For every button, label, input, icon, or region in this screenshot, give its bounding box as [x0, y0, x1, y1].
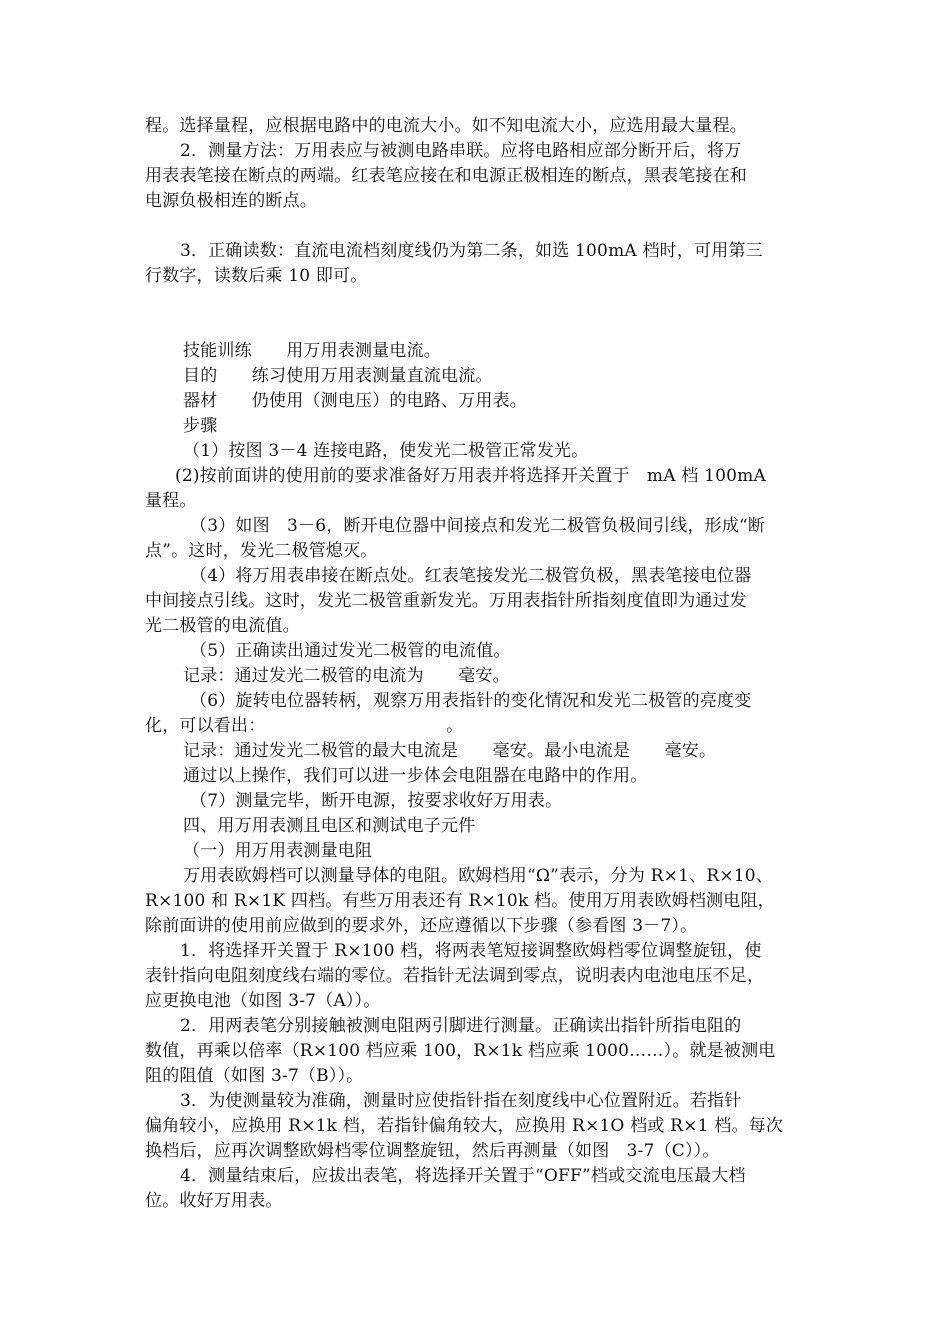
text-line: 除前面讲的使用前应做到的要求外，还应遵循以下步骤（参看图 3－7）。: [145, 916, 698, 936]
text-line: 表针指向电阻刻度线右端的零位。若指针无法调到零点，说明表内电池电压不足，: [145, 966, 765, 986]
text-line: 用表表笔接在断点的两端。红表笔应接在和电源正极相连的断点，黑表笔接在和: [145, 166, 747, 186]
text-line: 技能训练 用万用表测量电流。: [183, 341, 441, 361]
text-line: （7）测量完毕，断开电源，按要求收好万用表。: [190, 791, 563, 811]
text-line: 2．用两表笔分别接触被测电阻两引脚进行测量。正确读出指针所指电阻的: [180, 1016, 742, 1036]
text-line: 3．为使测量较为准确，测量时应使指针指在刻度线中心位置附近。若指针: [180, 1091, 742, 1111]
text-line: 应更换电池（如图 3-7（A））。: [145, 991, 381, 1011]
text-line: 记录：通过发光二极管的最大电流是 毫安。最小电流是 毫安。: [183, 741, 717, 761]
text-line: (2)按前面讲的使用前的要求准备好万用表并将选择开关置于 mA 档 100mA: [175, 466, 766, 486]
text-line: 化，可以看出： 。: [145, 716, 464, 736]
text-line: （4）将万用表串接在断点处。红表笔接发光二极管负极，黑表笔接电位器: [190, 566, 752, 586]
text-line: （3）如图 3－6，断开电位器中间接点和发光二极管负极间引线，形成“断: [190, 516, 766, 536]
text-line: 四、用万用表测且电区和测试电子元件: [183, 816, 476, 836]
text-line: 阻的阻值（如图 3-7（B））。: [145, 1066, 364, 1086]
text-line: R×100 和 R×1K 四档。有些万用表还有 R×10k 档。使用万用表欧姆档测电阻，: [145, 891, 775, 911]
text-line: 记录：通过发光二极管的电流为 毫安。: [183, 666, 510, 686]
text-line: 目的 练习使用万用表测量直流电流。: [183, 366, 493, 386]
text-line: 数值，再乘以倍率（R×100 档应乘 100，R×1k 档应乘 1000……）。就是被测电: [145, 1041, 776, 1061]
text-line: 偏角较小，应换用 R×1k 档，若指针偏角较大，应换用 R×1O 档或 R×1 档。每次: [145, 1116, 784, 1136]
text-line: 光二极管的电流值。: [145, 616, 300, 636]
text-line: 步骤: [183, 416, 218, 436]
text-line: 通过以上操作，我们可以进一步体会电阻器在电路中的作用。: [183, 766, 648, 786]
text-line: 电源负极相连的断点。: [145, 191, 317, 211]
text-line: 量程。: [145, 491, 197, 511]
text-line: 点”。这时，发光二极管熄灭。: [145, 541, 378, 561]
text-line: 2．测量方法：万用表应与被测电路串联。应将电路相应部分断开后，将万: [180, 141, 742, 161]
text-line: 1．将选择开关置于 R×100 档，将两表笔短接调整欧姆档零位调整旋钮，使: [180, 941, 762, 961]
text-line: 器材 仍使用（测电压）的电路、万用表。: [183, 391, 527, 411]
text-line: 3．正确读数：直流电流档刻度线仍为第二条，如选 100mA 档时，可用第三: [180, 241, 763, 261]
text-line: 位。收好万用表。: [145, 1191, 283, 1211]
text-line: （5）正确读出通过发光二极管的电流值。: [190, 641, 511, 661]
text-line: 换档后，应再次调整欧姆档零位调整旋钮，然后再测量（如图 3-7（C））。: [145, 1141, 720, 1161]
text-line: 中间接点引线。这时，发光二极管重新发光。万用表指针所指刻度值即为通过发: [145, 591, 747, 611]
text-line: 4．测量结束后，应拔出表笔，将选择开关置于“OFF”档或交流电压最大档: [180, 1166, 746, 1186]
text-line: （一）用万用表测量电阻: [183, 841, 373, 861]
text-line: （1）按图 3－4 连接电路，使发光二极管正常发光。: [183, 441, 589, 461]
text-line: （6）旋转电位器转柄，观察万用表指针的变化情况和发光二极管的亮度变: [190, 691, 752, 711]
text-line: 万用表欧姆档可以测量导体的电阻。欧姆档用“Ω”表示，分为 R×1、R×10、: [183, 866, 774, 886]
text-line: 行数字，读数后乘 10 即可。: [145, 266, 368, 286]
text-line: 程。选择量程，应根据电路中的电流大小。如不知电流大小，应选用最大量程。: [145, 116, 747, 136]
